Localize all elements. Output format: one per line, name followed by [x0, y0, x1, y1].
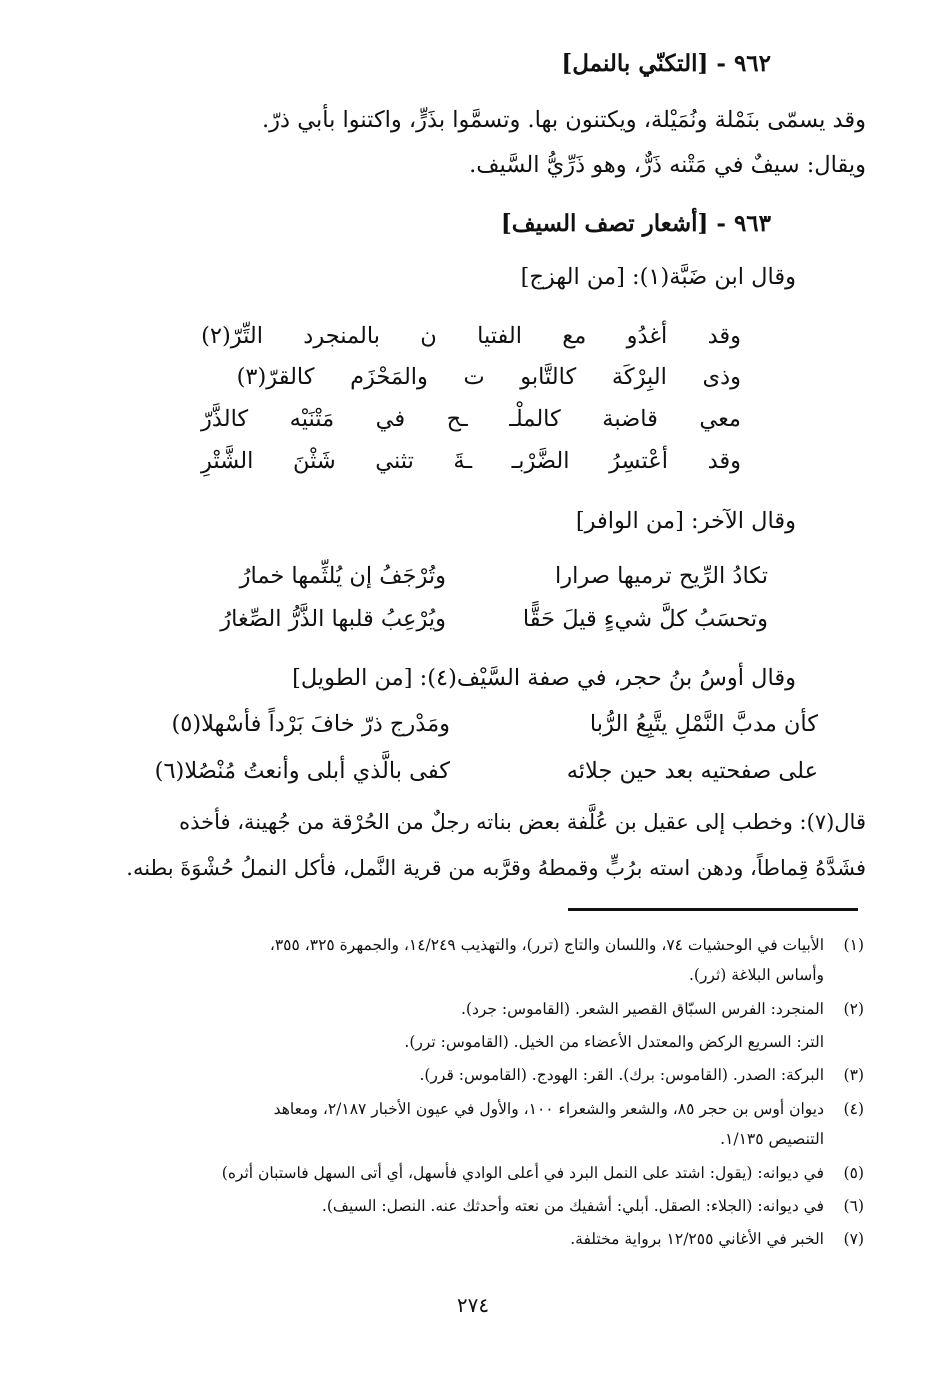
footnote-line: التر: السريع الركض والمعتدل الأعضاء من الخيل. (القاموس: ترر). [404, 1033, 824, 1051]
poem-line [201, 323, 741, 357]
poem-line [201, 364, 741, 398]
poem-hemistich: وتحسَبُ كلَّ شيءٍ قيلَ حَقًّا [522, 606, 768, 632]
poem-word: وذى [702, 364, 741, 390]
footnote-number: (٢) [843, 1000, 864, 1018]
poem-line [201, 448, 741, 482]
poem-hemistich: كأن مدبَّ النَّمْلِ يتَّبِعُ الرُّبا [589, 711, 818, 737]
footnote-line: وأساس البلاغة (ثرر). [688, 966, 824, 984]
poem-word: ـةَ [453, 448, 473, 474]
poem-hemistich: ويُرْعِبُ قلبها الذَّرُّ الصِّغارُ [220, 606, 446, 632]
paragraph-line: ويقال: سيفٌ في مَتْنه ذَرٌّ، وهو ذَرِّيُّ السَّيف. [469, 152, 866, 178]
poem-word: وقد [707, 323, 741, 349]
poem-word: في [375, 406, 406, 432]
footnote-number: (٣) [843, 1066, 864, 1084]
poem-hemistich: ومَدْرج ذرّ خافَ بَرْداً فأسْهلا(٥) [171, 711, 450, 737]
poem-word: كالذَّرّ [201, 406, 249, 432]
poem-word: شَثْنَ [292, 448, 336, 474]
poem-word: ن [420, 323, 437, 349]
footnote-line: في ديوانه: (الجلاء: الصقل. أبلي: أشفيك من نعته وأحدثك عنه. النصل: السيف). [321, 1197, 824, 1215]
footnote-line: البركة: الصدر. (القاموس: برك). القر: الهودج. (القاموس: قرر). [419, 1066, 824, 1084]
poem-hemistich: على صفحتيه بعد حين جلائه [566, 758, 818, 784]
poem-word: مَتْنَيْه [289, 406, 335, 432]
poem-word: مع [562, 323, 587, 349]
footnote-line: ديوان أوس بن حجر ٨٥، والشعر والشعراء ١٠٠، والأول في عيون الأخبار ٢/١٨٧، ومعاهد [273, 1100, 824, 1118]
poem-word: معي [699, 406, 741, 432]
poem-intro: وقال ابن ضَبَّة(١): [من الهزج] [520, 264, 796, 290]
poem-word: الضَّرْبـ [511, 448, 570, 474]
section-heading-963: ٩٦٣ - [أشعار تصف السيف] [500, 210, 771, 237]
paragraph-line: قال(٧): وخطب إلى عقيل بن عُلَّفة بعض بناته رجلٌ من الحُرْقة من جُهينة، فأخذه [179, 810, 866, 834]
paragraph-line: فشَدَّهُ قِماطاً، ودهن استه برُبٍّ وقمطهُ وقرَّبه من قرية النَّمل، فأكل النملُ حُشْوَةَ بطنه. [126, 856, 866, 880]
poem-word: ـح [446, 406, 468, 432]
footnote-number: (١) [843, 936, 864, 954]
footnote-number: (٦) [843, 1197, 864, 1215]
poem-word: كالملْـ [509, 406, 561, 432]
poem-word: أغدُو [626, 323, 668, 349]
poem-word: وقد [707, 448, 741, 474]
poem-intro: وقال أوسُ بنُ حجر، في صفة السَّيْف(٤): [من الطويل] [292, 665, 796, 691]
footnote-number: (٧) [843, 1230, 864, 1248]
page-number: ٢٧٤ [456, 1293, 490, 1317]
poem-word: الفتيا [477, 323, 523, 349]
footnote-line: المنجرد: الفرس السبّاق القصير الشعر. (القاموس: جرد). [461, 1000, 824, 1018]
footnote-line: الأبيات في الوحشيات ٧٤، واللسان والتاج (ترر)، والتهذيب ١٤/٢٤٩، والجمهرة ٣٢٥، ٣٥٥، [269, 936, 824, 954]
poem-line [201, 406, 741, 440]
footnote-number: (٥) [843, 1164, 864, 1182]
poem-word: والمَحْزَم [350, 364, 428, 390]
poem-word: ت [463, 364, 485, 390]
poem-word: كالقرّ(٣) [236, 364, 315, 390]
poem-intro: وقال الآخر: [من الوافر] [575, 508, 796, 534]
section-heading-962: ٩٦٢ - [التكنّي بالنمل] [561, 50, 771, 77]
poem-hemistich: كفى بالَّذي أبلى وأنعتُ مُنْصُلا(٦) [154, 758, 450, 784]
footnote-number: (٤) [843, 1100, 864, 1118]
poem-word: كالتَّابو [520, 364, 577, 390]
footnote-line: الخبر في الأغاني ١٢/٢٥٥ برواية مختلفة. [570, 1230, 824, 1248]
footnote-line: في ديوانه: (يقول: اشتد على النمل البرد في أعلى الوادي فأسهل، أي أتى السهل فاستبان أثره) [221, 1164, 824, 1182]
footnote-separator [568, 908, 858, 911]
footnote-line: التنصيص ١/١٣٥. [720, 1130, 824, 1148]
poem-word: البِرْكَة [611, 364, 667, 390]
poem-word: تثني [375, 448, 414, 474]
poem-word: قاضبة [602, 406, 658, 432]
poem-word: أعْتسِرُ [609, 448, 669, 474]
paragraph-line: وقد يسمّى بنَمْلة ونُمَيْلة، ويكتنون بها. وتسمَّوا بذَرٍّ، واكتنوا بأبي ذرّ. [262, 107, 866, 133]
poem-hemistich: تكادُ الرِّيح ترميها صرارا [555, 563, 768, 589]
poem-word: التِّرّ(٢) [201, 323, 264, 349]
poem-word: الشَّتْرِ [201, 448, 254, 474]
poem-word: بالمنجرد [303, 323, 381, 349]
poem-hemistich: وتُرْجَفُ إن يُلثِّمها خمارُ [239, 563, 446, 589]
